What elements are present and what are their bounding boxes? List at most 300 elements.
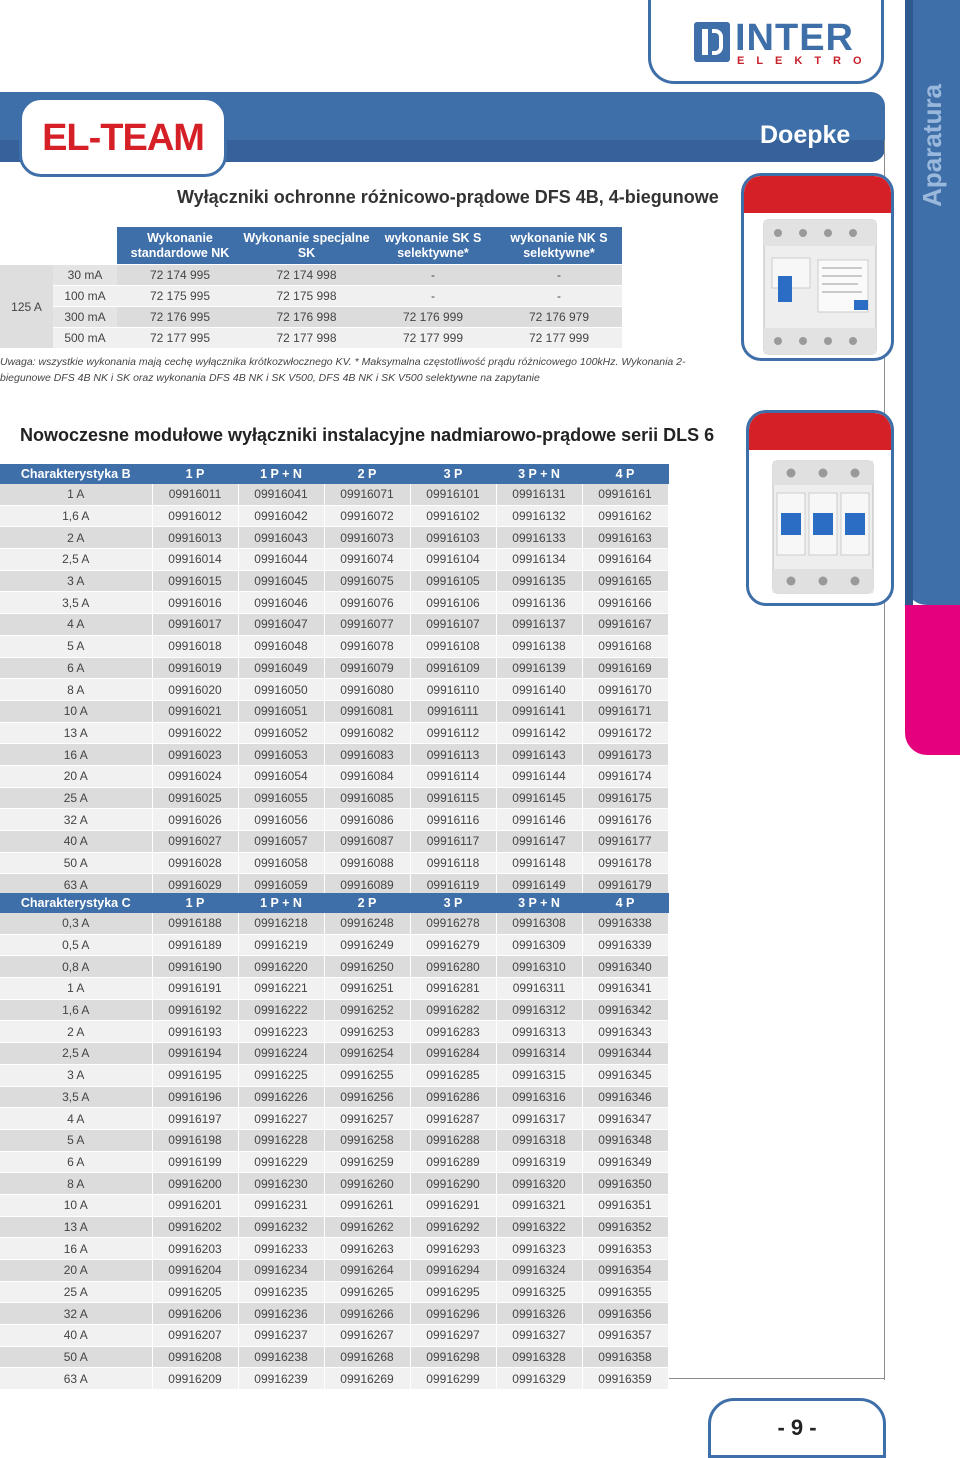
table-cell: 09916265 <box>324 1281 410 1303</box>
table-cell: 09916109 <box>410 657 496 679</box>
table-cell: 72 176 995 <box>117 307 243 328</box>
table-cell: 09916165 <box>582 570 668 592</box>
table-cell: 09916296 <box>410 1303 496 1325</box>
table-cell: 09916207 <box>152 1325 238 1347</box>
table-cell: 09916341 <box>582 978 668 1000</box>
table-header-row <box>0 464 668 484</box>
table-cell: 0,3 A <box>0 913 152 934</box>
table-cell: 09916237 <box>238 1325 324 1347</box>
dfs-table <box>0 227 622 349</box>
table-row <box>0 657 668 679</box>
table-cell: 09916252 <box>324 999 410 1021</box>
table-cell: 09916340 <box>582 956 668 978</box>
table-cell: 72 174 998 <box>243 265 370 286</box>
table-cell: 09916269 <box>324 1368 410 1390</box>
table-cell: 09916267 <box>324 1325 410 1347</box>
table-cell: 09916200 <box>152 1173 238 1195</box>
table-cell: 09916232 <box>238 1216 324 1238</box>
table-cell: 09916191 <box>152 978 238 1000</box>
table-cell: 09916177 <box>582 831 668 853</box>
table-cell: 09916057 <box>238 831 324 853</box>
table-cell: 09916162 <box>582 505 668 527</box>
table-cell: 2,5 A <box>0 1043 152 1065</box>
table-cell: 09916254 <box>324 1043 410 1065</box>
table-cell: 09916073 <box>324 527 410 549</box>
table-row <box>0 852 668 874</box>
table-row <box>0 679 668 701</box>
table-cell: 09916134 <box>496 549 582 571</box>
table-cell: 09916201 <box>152 1194 238 1216</box>
table-row <box>0 635 668 657</box>
table-cell: 09916263 <box>324 1238 410 1260</box>
table-cell: - <box>370 265 496 286</box>
table-cell: 09916117 <box>410 831 496 853</box>
table-cell: 09916059 <box>238 874 324 896</box>
table-cell: 09916264 <box>324 1260 410 1282</box>
table-cell: 72 176 998 <box>243 307 370 328</box>
table-cell: 09916221 <box>238 978 324 1000</box>
table-cell: 10 A <box>0 1194 152 1216</box>
table-cell: 09916205 <box>152 1281 238 1303</box>
table-header: 1 P + N <box>238 893 324 913</box>
table-cell: 09916328 <box>496 1346 582 1368</box>
table-row <box>0 765 668 787</box>
table-cell: 2 A <box>0 1021 152 1043</box>
table-cell: 09916082 <box>324 722 410 744</box>
table-cell: 09916352 <box>582 1216 668 1238</box>
table-cell: 09916014 <box>152 549 238 571</box>
table-cell: 09916101 <box>410 484 496 505</box>
table-cell: 09916288 <box>410 1129 496 1151</box>
table-cell: 09916053 <box>238 744 324 766</box>
table-cell: 09916029 <box>152 874 238 896</box>
table-row <box>0 527 668 549</box>
table-cell: 09916227 <box>238 1108 324 1130</box>
table-cell: 09916266 <box>324 1303 410 1325</box>
table-cell: 30 mA <box>53 265 117 286</box>
table-cell: 09916323 <box>496 1238 582 1260</box>
table-cell: 09916178 <box>582 852 668 874</box>
table-cell: 09916021 <box>152 700 238 722</box>
table-cell: 09916024 <box>152 765 238 787</box>
table-cell: 09916102 <box>410 505 496 527</box>
table-cell: 1 A <box>0 484 152 505</box>
table-cell: 09916279 <box>410 934 496 956</box>
side-accent <box>905 605 960 755</box>
table-cell: 09916320 <box>496 1173 582 1195</box>
table-row <box>0 1260 668 1282</box>
table-cell: 09916203 <box>152 1238 238 1260</box>
table-cell: 09916291 <box>410 1194 496 1216</box>
table-cell: 1 A <box>0 978 152 1000</box>
table-cell: 09916344 <box>582 1043 668 1065</box>
table-cell: 09916051 <box>238 700 324 722</box>
table-header-blank <box>0 227 117 265</box>
table-cell: 09916142 <box>496 722 582 744</box>
table-row <box>0 1043 668 1065</box>
table-cell: 09916192 <box>152 999 238 1021</box>
table-cell: 09916170 <box>582 679 668 701</box>
table-row <box>0 978 668 1000</box>
table-cell: 72 175 995 <box>117 286 243 307</box>
table-cell: 09916349 <box>582 1151 668 1173</box>
table-row <box>0 722 668 744</box>
table-cell: 32 A <box>0 809 152 831</box>
table-cell: 09916139 <box>496 657 582 679</box>
table-cell: 09916317 <box>496 1108 582 1130</box>
table-cell: 09916188 <box>152 913 238 934</box>
table-cell: 09916339 <box>582 934 668 956</box>
table-cell: 25 A <box>0 787 152 809</box>
table-cell: 09916280 <box>410 956 496 978</box>
table-cell: 09916018 <box>152 635 238 657</box>
table-cell: 09916286 <box>410 1086 496 1108</box>
table-cell: 09916111 <box>410 700 496 722</box>
table-cell: 09916119 <box>410 874 496 896</box>
table-cell: 09916261 <box>324 1194 410 1216</box>
table-cell: 72 176 979 <box>496 307 622 328</box>
el-team-badge <box>19 97 227 177</box>
table-cell: 5 A <box>0 635 152 657</box>
table-cell: 09916348 <box>582 1129 668 1151</box>
table-cell: 09916166 <box>582 592 668 614</box>
table-cell: 09916189 <box>152 934 238 956</box>
table-row <box>0 1325 668 1347</box>
table-cell: 09916086 <box>324 809 410 831</box>
table-cell: 09916199 <box>152 1151 238 1173</box>
table-row <box>0 1064 668 1086</box>
table-cell: 09916253 <box>324 1021 410 1043</box>
table-cell: 09916052 <box>238 722 324 744</box>
table-cell: 16 A <box>0 1238 152 1260</box>
table-cell: 09916295 <box>410 1281 496 1303</box>
table-cell: 09916222 <box>238 999 324 1021</box>
table-cell: 09916019 <box>152 657 238 679</box>
table-header: 1 P + N <box>238 464 324 484</box>
table-cell: 72 175 998 <box>243 286 370 307</box>
table-cell: 09916190 <box>152 956 238 978</box>
table-header: 2 P <box>324 464 410 484</box>
table-cell: 09916161 <box>582 484 668 505</box>
table-cell: 09916319 <box>496 1151 582 1173</box>
table-row <box>0 1216 668 1238</box>
table-cell: 09916256 <box>324 1086 410 1108</box>
table-row <box>0 592 668 614</box>
table-row <box>0 505 668 527</box>
table-row <box>0 265 622 286</box>
table-cell: 09916294 <box>410 1260 496 1282</box>
table-cell: 09916357 <box>582 1325 668 1347</box>
table-cell: 09916281 <box>410 978 496 1000</box>
table-cell: 09916112 <box>410 722 496 744</box>
table-cell: 09916259 <box>324 1151 410 1173</box>
table-cell: 09916115 <box>410 787 496 809</box>
table-cell: 09916321 <box>496 1194 582 1216</box>
table-cell: 09916011 <box>152 484 238 505</box>
table-cell: 09916164 <box>582 549 668 571</box>
logo-text: INTER <box>735 17 854 59</box>
table-cell: 09916278 <box>410 913 496 934</box>
side-tab-label-wrap <box>905 70 960 220</box>
table-header-row <box>0 893 668 913</box>
table-cell: 09916282 <box>410 999 496 1021</box>
logo-subtext: ELEKTRO <box>737 55 874 67</box>
table-cell: 09916027 <box>152 831 238 853</box>
table-cell: 1,6 A <box>0 505 152 527</box>
table-row <box>0 809 668 831</box>
table-cell: 09916058 <box>238 852 324 874</box>
table-cell: 09916114 <box>410 765 496 787</box>
table-cell: 09916202 <box>152 1216 238 1238</box>
table-cell: 09916314 <box>496 1043 582 1065</box>
table-cell: 09916313 <box>496 1021 582 1043</box>
table-cell: 09916173 <box>582 744 668 766</box>
table-cell: 09916299 <box>410 1368 496 1390</box>
table-header: wykonanie SK S selektywne* <box>370 227 496 265</box>
table-cell: 09916290 <box>410 1173 496 1195</box>
table-cell: 09916133 <box>496 527 582 549</box>
table-header: Charakterystyka C <box>0 893 152 913</box>
table-cell: 300 mA <box>53 307 117 328</box>
table-cell: 09916219 <box>238 934 324 956</box>
table-cell: 09916224 <box>238 1043 324 1065</box>
table-cell: 09916196 <box>152 1086 238 1108</box>
table-cell: 09916041 <box>238 484 324 505</box>
table-header: Charakterystyka B <box>0 464 152 484</box>
table-row <box>0 1151 668 1173</box>
table-cell: 72 177 999 <box>370 328 496 349</box>
table-row <box>0 1303 668 1325</box>
table-cell: 09916356 <box>582 1303 668 1325</box>
table-cell: 8 A <box>0 1173 152 1195</box>
table-cell: 09916329 <box>496 1368 582 1390</box>
table-cell: 09916022 <box>152 722 238 744</box>
table-cell: 50 A <box>0 1346 152 1368</box>
table-cell: 09916141 <box>496 700 582 722</box>
table-cell: 40 A <box>0 831 152 853</box>
table-row <box>0 1129 668 1151</box>
table-cell: 09916075 <box>324 570 410 592</box>
table-cell: 09916023 <box>152 744 238 766</box>
table-cell: 09916284 <box>410 1043 496 1065</box>
table-cell: 09916346 <box>582 1086 668 1108</box>
table-cell: 09916047 <box>238 614 324 636</box>
table-cell: 09916230 <box>238 1173 324 1195</box>
table-cell: 09916287 <box>410 1108 496 1130</box>
table-cell: 09916087 <box>324 831 410 853</box>
table-cell: 09916342 <box>582 999 668 1021</box>
table-header: 4 P <box>582 464 668 484</box>
table-header-row <box>0 227 622 265</box>
table-cell: 09916074 <box>324 549 410 571</box>
table-row <box>0 614 668 636</box>
table-cell: 09916289 <box>410 1151 496 1173</box>
table-row <box>0 328 622 349</box>
table-cell: 09916195 <box>152 1064 238 1086</box>
table-cell: 09916113 <box>410 744 496 766</box>
table-cell: 09916292 <box>410 1216 496 1238</box>
table-cell: 09916193 <box>152 1021 238 1043</box>
table-cell: 09916104 <box>410 549 496 571</box>
table-cell: 09916089 <box>324 874 410 896</box>
table-cell: 09916258 <box>324 1129 410 1151</box>
table-cell: 09916105 <box>410 570 496 592</box>
table-cell: 09916353 <box>582 1238 668 1260</box>
table-cell: 09916223 <box>238 1021 324 1043</box>
table-cell: 09916081 <box>324 700 410 722</box>
table-cell: 09916204 <box>152 1260 238 1282</box>
table-cell: 09916012 <box>152 505 238 527</box>
table-cell: 09916025 <box>152 787 238 809</box>
table-cell: 09916163 <box>582 527 668 549</box>
table-cell: 09916071 <box>324 484 410 505</box>
table-cell: 09916218 <box>238 913 324 934</box>
table-cell: 09916020 <box>152 679 238 701</box>
table-row <box>0 286 622 307</box>
table-cell: 09916234 <box>238 1260 324 1282</box>
table-cell: 09916325 <box>496 1281 582 1303</box>
table-cell: 13 A <box>0 1216 152 1238</box>
table-cell: 09916260 <box>324 1173 410 1195</box>
table-cell: 0,8 A <box>0 956 152 978</box>
table-cell: 72 176 999 <box>370 307 496 328</box>
table-cell: 09916308 <box>496 913 582 934</box>
table-cell: 09916088 <box>324 852 410 874</box>
table-cell: 16 A <box>0 744 152 766</box>
table-cell: 09916198 <box>152 1129 238 1151</box>
table-cell: 4 A <box>0 614 152 636</box>
dls-table-b <box>0 464 669 896</box>
table-header: 3 P + N <box>496 893 582 913</box>
table-cell: 5 A <box>0 1129 152 1151</box>
table-cell: 09916118 <box>410 852 496 874</box>
table-cell: 09916168 <box>582 635 668 657</box>
table-cell: 09916147 <box>496 831 582 853</box>
table-row <box>0 744 668 766</box>
table-cell: 09916322 <box>496 1216 582 1238</box>
table-cell: 50 A <box>0 852 152 874</box>
table-cell: 10 A <box>0 700 152 722</box>
table-cell: 09916017 <box>152 614 238 636</box>
table-cell: 09916283 <box>410 1021 496 1043</box>
table-row <box>0 1281 668 1303</box>
table-cell: 09916016 <box>152 592 238 614</box>
table-cell: 6 A <box>0 657 152 679</box>
table-cell: 3,5 A <box>0 1086 152 1108</box>
dls-title: Nowoczesne modułowe wyłączniki instalacyjne nadmiarowo-prądowe serii DLS 6 <box>20 425 715 445</box>
side-tab-label: Aparatura <box>917 83 948 207</box>
table-cell: 09916143 <box>496 744 582 766</box>
table-cell: 09916338 <box>582 913 668 934</box>
table-header: 2 P <box>324 893 410 913</box>
table-row <box>0 913 668 934</box>
table-cell: 09916350 <box>582 1173 668 1195</box>
table-cell: 09916076 <box>324 592 410 614</box>
table-header: Wykonanie specjalne SK <box>243 227 370 265</box>
page-number-tab <box>708 1398 886 1458</box>
table-row <box>0 549 668 571</box>
table-cell: 32 A <box>0 1303 152 1325</box>
table-cell: 09916135 <box>496 570 582 592</box>
table-cell: 2,5 A <box>0 549 152 571</box>
table-cell: 09916343 <box>582 1021 668 1043</box>
table-cell: 09916312 <box>496 999 582 1021</box>
table-cell: 09916324 <box>496 1260 582 1282</box>
table-cell: 09916228 <box>238 1129 324 1151</box>
table-cell: 09916085 <box>324 787 410 809</box>
table-cell: 09916345 <box>582 1064 668 1086</box>
table-cell: - <box>496 286 622 307</box>
page-number: - 9 - <box>777 1415 817 1440</box>
table-cell: 09916297 <box>410 1325 496 1347</box>
table-cell: 09916169 <box>582 657 668 679</box>
table-cell: 63 A <box>0 874 152 896</box>
table-cell: 09916233 <box>238 1238 324 1260</box>
table-cell: 09916172 <box>582 722 668 744</box>
table-row <box>0 1368 668 1390</box>
product-image-dls <box>746 410 894 606</box>
table-cell: 100 mA <box>53 286 117 307</box>
table-cell: 09916042 <box>238 505 324 527</box>
table-cell: 09916110 <box>410 679 496 701</box>
table-cell: 09916049 <box>238 657 324 679</box>
table-cell: 2 A <box>0 527 152 549</box>
logo-tab <box>648 0 884 84</box>
table-cell: 09916231 <box>238 1194 324 1216</box>
table-cell: 09916136 <box>496 592 582 614</box>
table-cell: 09916140 <box>496 679 582 701</box>
table-cell: 09916044 <box>238 549 324 571</box>
table-cell: 20 A <box>0 765 152 787</box>
el-team-label: EL-TEAM <box>42 117 204 159</box>
table-cell: 500 mA <box>53 328 117 349</box>
table-cell: 09916045 <box>238 570 324 592</box>
table-cell: 09916077 <box>324 614 410 636</box>
table-cell: 09916084 <box>324 765 410 787</box>
table-cell: 09916309 <box>496 934 582 956</box>
table-cell: 09916055 <box>238 787 324 809</box>
table-cell: 09916235 <box>238 1281 324 1303</box>
table-row <box>0 1346 668 1368</box>
table-row <box>0 1194 668 1216</box>
table-row <box>0 1108 668 1130</box>
table-header: 3 P <box>410 464 496 484</box>
table-cell: 09916078 <box>324 635 410 657</box>
table-cell: 09916209 <box>152 1368 238 1390</box>
table-cell: 09916080 <box>324 679 410 701</box>
table-cell: 09916148 <box>496 852 582 874</box>
table-header: 1 P <box>152 464 238 484</box>
table-cell: 09916225 <box>238 1064 324 1086</box>
table-cell: 09916285 <box>410 1064 496 1086</box>
rated-current-cell: 125 A <box>0 265 53 349</box>
table-row <box>0 1086 668 1108</box>
manufacturer-label: Doepke <box>760 121 851 149</box>
table-cell: 09916015 <box>152 570 238 592</box>
table-cell: 09916028 <box>152 852 238 874</box>
table-row <box>0 700 668 722</box>
table-cell: 09916239 <box>238 1368 324 1390</box>
dls-table-c <box>0 893 669 1390</box>
table-row <box>0 1238 668 1260</box>
table-cell: 09916359 <box>582 1368 668 1390</box>
inter-elektro-logo-icon <box>694 22 730 62</box>
table-cell: 09916248 <box>324 913 410 934</box>
table-cell: 20 A <box>0 1260 152 1282</box>
dfs-note: Uwaga: wszystkie wykonania mają cechę wyłącznika krótkozwłocznego KV. * Maksymalna częstotliwość prądu różnicowego 100kHz. Wykonania 2-biegunowe DFS 4B NK i SK oraz wykonania DFS 4B NK i SK V500, DFS 4B NK i SK V500 selektywne na zapytanie <box>0 356 686 384</box>
table-cell: 09916046 <box>238 592 324 614</box>
table-cell: 09916176 <box>582 809 668 831</box>
